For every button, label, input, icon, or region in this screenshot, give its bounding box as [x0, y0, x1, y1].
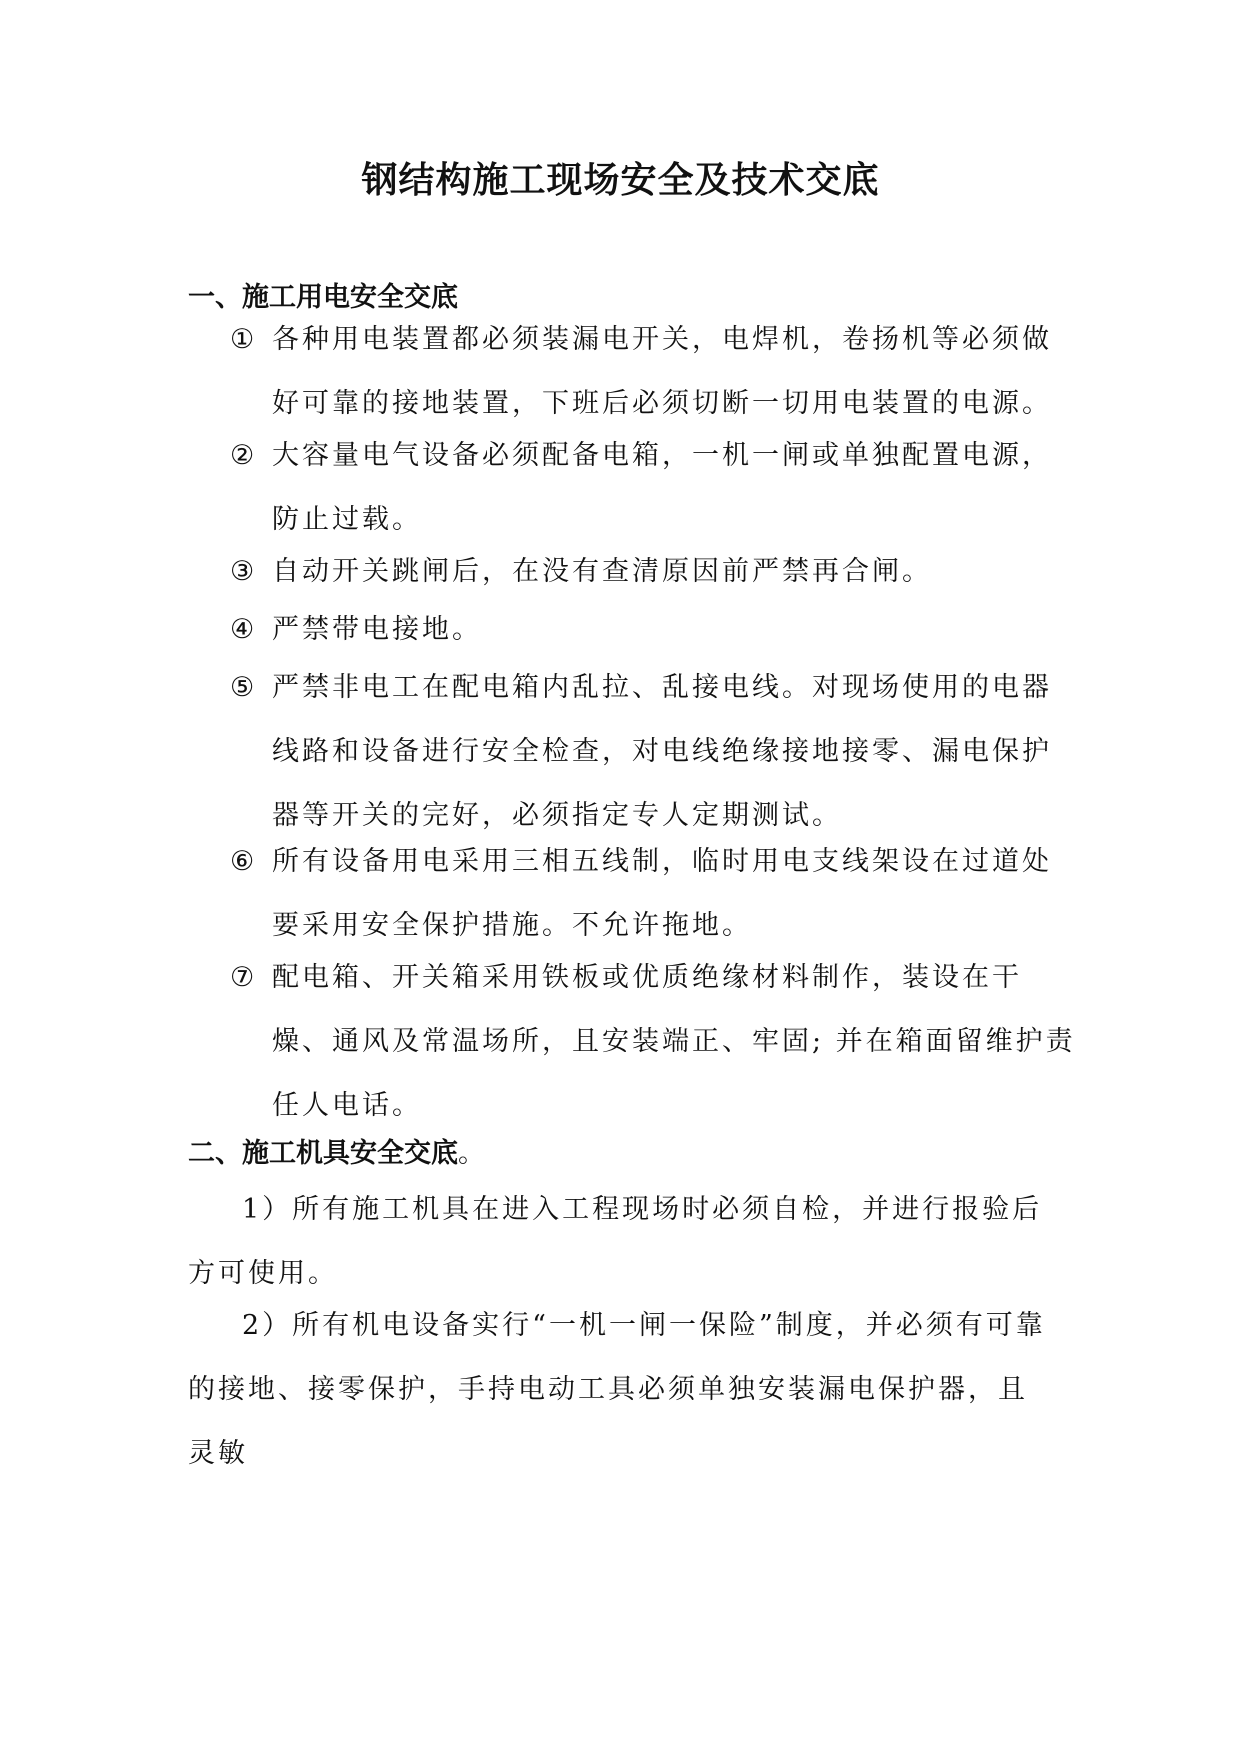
list-item-electric-3: [230, 540, 1080, 604]
item-number: ②: [230, 440, 255, 471]
item-text: 严禁带电接地。: [272, 614, 482, 645]
list-item-electric-5: [230, 656, 1080, 848]
paragraph-machinery-1: 1）所有施工机具在进入工程现场时必须自检，并进行报验后方可使用。: [188, 1194, 1043, 1289]
section-heading-tail: 。: [458, 1138, 485, 1169]
item-text: 各种用电装置都必须装漏电开关，电焊机，卷扬机等必须做好可靠的接地装置，下班后必须切断一切用电装置的电源。: [272, 324, 1052, 419]
item-text: 自动开关跳闸后，在没有查清原因前严禁再合闸。: [272, 556, 932, 587]
list-item-electric-6: [230, 830, 1080, 958]
list-item-electric-4: [230, 598, 1080, 662]
item-number: ③: [230, 556, 255, 587]
paragraph-machinery-2: 2）所有机电设备实行“一机一闸一保险”制度，并必须有可靠的接地、接零保护，手持电动工具必须单独安装漏电保护器，且灵敏: [188, 1310, 1046, 1469]
list-item-electric-2: [230, 424, 1080, 552]
item-number: ⑥: [230, 846, 255, 877]
item-number: ⑤: [230, 672, 255, 703]
item-number: ①: [230, 324, 255, 355]
section-heading-machinery: [188, 1134, 485, 1174]
list-item-electric-1: [230, 308, 1080, 436]
item-number: ④: [230, 614, 255, 645]
item-text: 所有设备用电采用三相五线制，临时用电支线架设在过道处要采用安全保护措施。不允许拖地。: [272, 846, 1052, 941]
item-text: 大容量电气设备必须配备电箱，一机一闸或单独配置电源，防止过载。: [272, 440, 1052, 535]
item-text: 配电箱、开关箱采用铁板或优质绝缘材料制作，装设在干燥、通风及常温场所，且安装端正、牢固; 并在箱面留维护责任人电话。: [272, 962, 1076, 1121]
item-text: 严禁非电工在配电箱内乱拉、乱接电线。对现场使用的电器线路和设备进行安全检查，对电线绝缘接地接零、漏电保护器等开关的完好，必须指定专人定期测试。: [272, 672, 1052, 831]
item-number: ⑦: [230, 962, 255, 993]
section-heading-text: 二、施工机具安全交底: [188, 1138, 458, 1169]
list-item-electric-7: [230, 946, 1080, 1138]
document-title: 钢结构施工现场安全及技术交底: [361, 160, 880, 201]
section-heading-electric: 一、施工用电安全交底: [188, 282, 458, 313]
